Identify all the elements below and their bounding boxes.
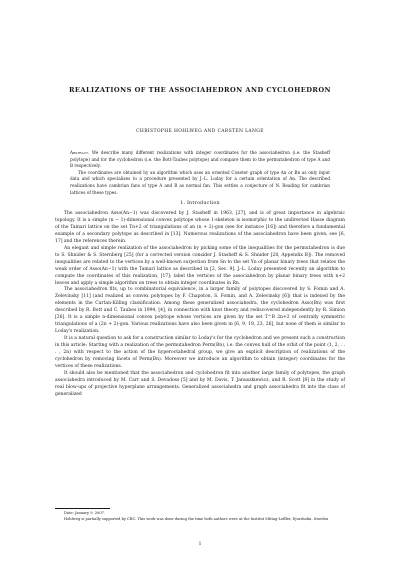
paper-title: REALIZATIONS OF THE ASSOCIAHEDRON AND CYCLOHEDRON bbox=[68, 86, 331, 94]
section-heading: 1. Introduction bbox=[180, 201, 220, 206]
footnotes bbox=[55, 511, 345, 522]
page-number: 1 bbox=[198, 542, 202, 547]
abstract-paragraph-1 bbox=[70, 150, 330, 170]
body-paragraph-2: An elegant and simple realization of the associahedron by picking some of the inequalities for the permutahedron is due to S. Shnider & S. Sternberg [25] (for a corrected version consider J. Stasheff & S. Shnider [28, Appendix B]). The removed inequalities are related to the vertices by a well-known surjection from Sn to the set Yn of planar binary trees that relates the weak order of Asso(An−1) with the Tamari lattice as described in [2, Sec. 9]. J.-L. Loday presented recently an algorithm to compute the coordinates of this realization, [17]: label the vertices of the associahedron by planar binary trees with n+2 leaves and apply a simple algorithm on trees to obtain integer coordinates in Rn. bbox=[55, 245, 345, 286]
abstract bbox=[70, 150, 330, 196]
abstract-paragraph-2: The coordinates are obtained by an algorithm which uses an oriented Coxeter graph of type An or Bn as only input data and which specializes to a procedure presented by J.-L. Loday for a certain orientation of An. The described realizations have cambrian fans of type A and B as normal fan. This settles a conjecture of N. Reading for cambrian lattices of these types. bbox=[70, 169, 330, 195]
footnote-date: Date: January 9, 2007. bbox=[64, 511, 106, 515]
footnote-support: Hohlweg is partially supported by CRC. This work was done during the time both authors were at the Institut Mittag-Leffler, Djursholm, Sweden bbox=[64, 516, 329, 521]
body-paragraph-4: It is a natural question to ask for a construction similar to Loday's for the cyclohedron and we present such a construction in this article: Starting with a realization of the permutahedron Perm(Bn), i.e. the convex hull of the orbit of the point (1, 2, . . . , 2n) with respect to the action of the hyperoctahedral group, we give an explicit description of realizations of the cyclohedron by removing facets of Perm(Bn). Moreover we introduce an algorithm to obtain (integer) coordinates for the vertices of these realizations. bbox=[55, 336, 345, 369]
abstract-text-1: We describe many different realizations with integer coordinates for the associahedron (i.e. the Stasheff polytope) and for the cyclohedron (i.e. the Bott-Taubes polytope) and compare them to the permutahedron of type A and B respectively. bbox=[70, 150, 330, 169]
paper-authors: CHRISTOPHE HOHLWEG AND CARSTEN LANGE bbox=[136, 129, 264, 134]
body-paragraph-3: The associahedron fits, up to combinatorial equivalence, in a larger family of polytopes discovered by S. Fomin and A. Zelevinsky [11] (and realized as convex polytopes by F. Chapoton, S. Fomin, and A. Zelevinsky [6]) that is indexed by the elements in the Cartan-Killing classification. Among these generalized associahedra, the cyclohedron Asso(Bn) was first described by R. Bott and C. Taubes in 1994, [4], in connection with knot theory and rediscovered independently by R. Simion [26]. It is a simple n-dimensional convex polytope whose vertices are given by the set T^B 2n+2 of centrally symmetric triangulations of a (2n + 2)-gon. Various realizations have also been given in [6, 9, 19, 23, 26], but none of them is similar to Loday's realization. bbox=[55, 287, 345, 335]
abstract-label: Abstract. bbox=[70, 150, 90, 155]
body-text bbox=[55, 211, 345, 399]
body-paragraph-5: It should also be mentioned that the associahedron and cyclohedron fit into another large family of polytopes, the graph associahedra introduced by M. Carr and S. Devadoss [5] and by M. Davis, T. Januszkiewicz, and R. Scott [8] in the study of real blow-ups of projective hyperplane arrangements. Generalized associahedra and graph associahedra fit into the class of generalized bbox=[55, 370, 345, 397]
body-paragraph-1: The associahedron Asso(An−1) was discovered by J. Stasheff in 1963, [27], and is of great importance in algebraic topology. It is a simple (n − 1)-dimensional convex polytope whose 1-skeleton is isomorphic to the undirected Hasse diagram of the Tamari lattice on the set Tn+2 of triangulations of an (n + 2)-gon (see for instance [16]) and therefore a fundamental example of a secondary polytope as described in [13]. Numerous realizations of the associahedron have been given, see [6, 17] and the references therein. bbox=[55, 211, 345, 244]
footnote-rule bbox=[55, 508, 110, 509]
